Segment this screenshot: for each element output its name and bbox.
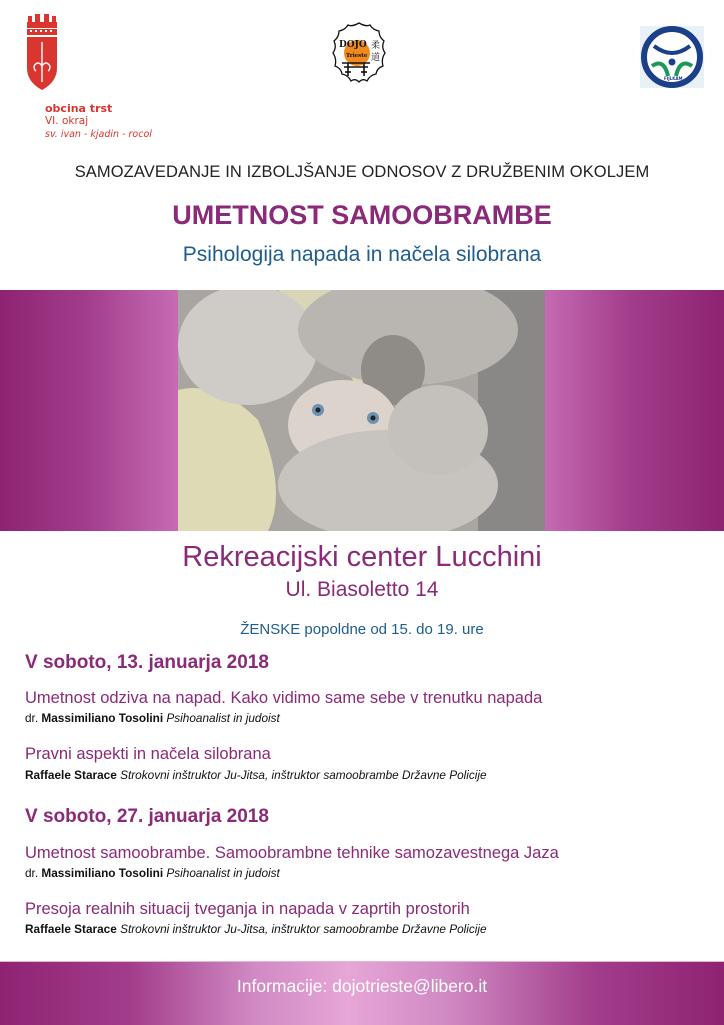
talk-speaker: [25, 768, 487, 782]
talk-speaker: [25, 711, 280, 725]
venue-address: Ul. Biasoletto 14: [285, 578, 439, 601]
municipality-places: sv. ivan - kjadin - rocol: [45, 129, 152, 140]
venue-name: Rekreacijski center Lucchini: [182, 541, 542, 573]
session-date: V soboto, 13. januarja 2018: [25, 652, 269, 673]
speaker-name: Raffaele Starace: [25, 768, 117, 782]
municipality-name: obcina trst: [45, 102, 113, 115]
doll-grabbed-photo: [178, 290, 545, 531]
speaker-prefix: dr.: [25, 711, 39, 725]
municipality-crest-icon: [26, 14, 58, 90]
speaker-name: Massimiliano Tosolini: [41, 866, 164, 880]
speaker-role: Psihoanalist in judoist: [166, 711, 280, 725]
speaker-name: Raffaele Starace: [25, 922, 117, 936]
municipality-district: VI. okraj: [45, 115, 89, 127]
speaker-name: Massimiliano Tosolini: [41, 711, 164, 725]
speaker-role: Strokovni inštruktor Ju-Jitsa, inštruktor samoobrambe Državne Policije: [120, 922, 487, 936]
talk-title: Pravni aspekti in načela silobrana: [25, 745, 271, 763]
speaker-role: Psihoanalist in judoist: [166, 866, 280, 880]
speaker-prefix: dr.: [25, 866, 39, 880]
talk-title: Umetnost odziva na napad. Kako vidimo same sebe v trenutku napada: [25, 689, 543, 707]
talk-speaker: [25, 866, 280, 880]
svg-text:FIJLKAM: FIJLKAM: [664, 76, 683, 81]
schedule-info: ŽENSKE popoldne od 15. do 19. ure: [240, 621, 484, 638]
tagline: SAMOZAVEDANJE IN IZBOLJŠANJE ODNOSOV Z DRUŽBENIM OKOLJEM: [74, 163, 650, 181]
federation-fijlkam-logo-icon: [640, 26, 704, 88]
speaker-role: Strokovni inštruktor Ju-Jitsa, inštruktor samoobrambe Državne Policije: [120, 768, 487, 782]
page-subtitle: Psihologija napada in načela silobrana: [182, 243, 542, 266]
talk-speaker: [25, 922, 487, 936]
talk-title: Presoja realnih situacij tveganja in napada v zaprtih prostorih: [25, 900, 470, 918]
talk-title: Umetnost samoobrambe. Samoobrambne tehnike samozavestnega Jaza: [25, 844, 559, 862]
session-date: V soboto, 27. januarja 2018: [25, 806, 269, 827]
page-title: UMETNOST SAMOOBRAMBE: [172, 200, 552, 230]
dojo-trieste-logo-icon: [330, 20, 388, 92]
municipality-label: [45, 102, 152, 141]
svg-text:Trieste: Trieste: [346, 53, 368, 59]
svg-text:道: 道: [371, 53, 381, 63]
contact-info: Informacije: dojotrieste@libero.it: [236, 976, 488, 996]
svg-text:柔: 柔: [371, 41, 381, 51]
svg-text:DOJO: DOJO: [339, 40, 367, 50]
